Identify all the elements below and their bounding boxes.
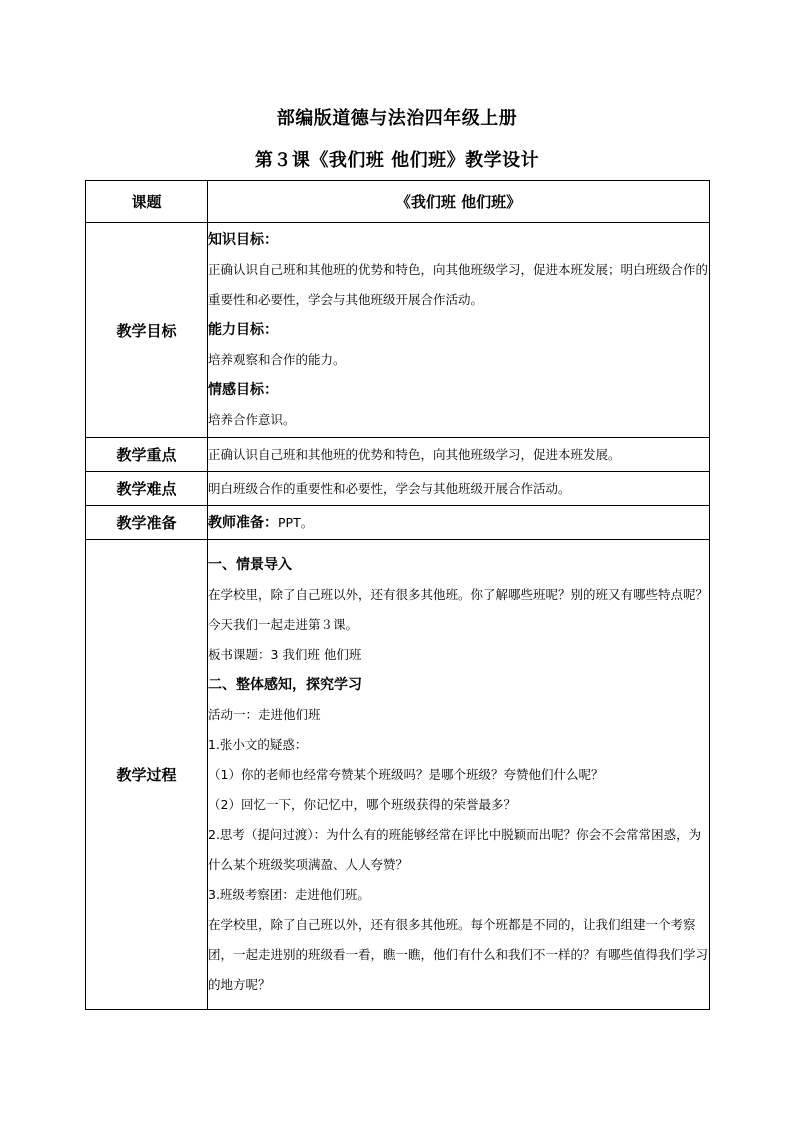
row-key-points (86, 438, 710, 472)
label-difficult-points: 教学难点 (86, 472, 208, 506)
difficult-points-text: 明白班级合作的重要性和必要性，学会与其他班级开展合作活动。 (208, 472, 710, 506)
lesson-title: 第３课《我们班 他们班》教学设计 (254, 150, 540, 171)
label-subject: 课题 (86, 181, 208, 223)
preparation-heading: 教师准备： (208, 514, 278, 531)
section2-heading: 二、整体感知，探究学习 (208, 676, 362, 693)
preparation-value: PPT。 (278, 514, 314, 530)
label-preparation: 教学准备 (86, 506, 208, 540)
row-goals (86, 223, 710, 438)
goals-cell (208, 223, 710, 438)
row-difficult-points (86, 472, 710, 506)
label-process: 教学过程 (86, 540, 208, 1010)
preparation-cell (208, 506, 710, 540)
process-cell (208, 540, 710, 1010)
item3: 3.班级考察团：走进他们班。 (208, 886, 370, 902)
item3-text: 在学校里，除了自己班以外，还有很多其他班。每个班都是不同的，让我们组建一个考察团，一起走进别的班级看一看，瞧一瞧，他们有什么和我们不一样的？有哪些值得我们学习的地方呢？ (208, 916, 709, 992)
section1-text: 在学校里，除了自己班以外，还有很多其他班。你了解哪些班呢？别的班又有哪些特点呢？今天我们一起走进第３课。 (208, 586, 709, 632)
item1: 1.张小文的疑惑： (208, 736, 308, 752)
document-title: 部编版道德与法治四年级上册 (276, 108, 518, 129)
knowledge-text: 正确认识自己班和其他班的优势和特色，向其他班级学习，促进本班发展；明白班级合作的重要性和必要性，学会与其他班级开展合作活动。 (208, 262, 709, 307)
emotion-heading: 情感目标： (208, 382, 278, 398)
row-process (86, 540, 710, 1010)
activity1: 活动一：走进他们班 (208, 706, 321, 722)
label-goals: 教学目标 (86, 223, 208, 438)
knowledge-heading: 知识目标： (208, 232, 278, 248)
row-subject (86, 181, 710, 223)
board-title: 板书课题：3 我们班 他们班 (208, 646, 362, 662)
item2: 2.思考（提问过渡）：为什么有的班能够经常在评比中脱颖而出呢？你会不会常常困惑，为什么某个班级奖项满盈、人人夸赞？ (208, 826, 702, 872)
item1-question1: （1）你的老师也经常夸赞某个班级吗？是哪个班级？夸赞他们什么呢？ (208, 766, 604, 782)
label-key-points: 教学重点 (86, 438, 208, 472)
lesson-plan-table (85, 180, 710, 1010)
key-points-text: 正确认识自己班和其他班的优势和特色，向其他班级学习，促进本班发展。 (208, 438, 710, 472)
ability-text: 培养观察和合作的能力。 (208, 352, 346, 367)
item1-question2: （2）回忆一下，你记忆中，哪个班级获得的荣誉最多？ (208, 796, 516, 812)
section1-heading: 一、情景导入 (208, 556, 292, 573)
subject-value: 《我们班 他们班》 (208, 181, 710, 223)
emotion-text: 培养合作意识。 (208, 412, 296, 427)
row-preparation (86, 506, 710, 540)
ability-heading: 能力目标： (208, 322, 278, 338)
